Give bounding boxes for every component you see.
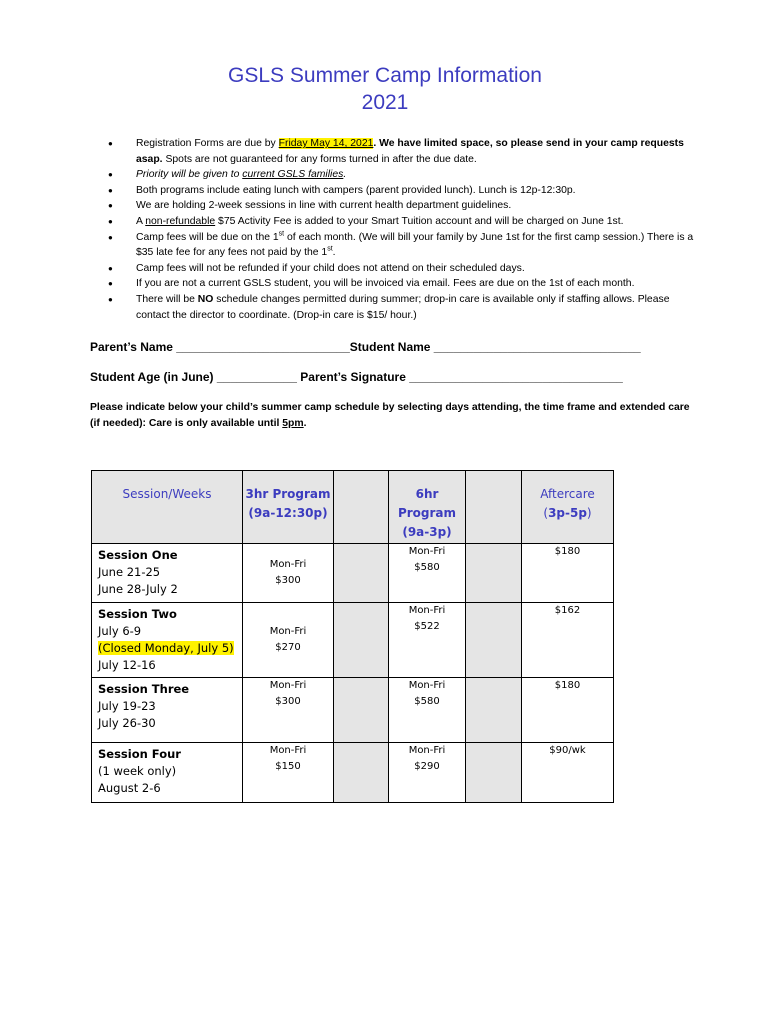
- select-col-6hr-header: [466, 471, 522, 544]
- bullet-priority: ● Priority will be given to current GSLS families.: [108, 167, 698, 183]
- price-3hr: Mon-Fri $300: [243, 544, 334, 603]
- bullet-lunch: ● Both programs include eating lunch with campers (parent provided lunch). Lunch is 12p-12:30p.: [108, 183, 698, 199]
- session-cell: Session One June 21-25 June 28-July 2: [92, 544, 243, 603]
- closed-note-highlight: (Closed Monday, July 5): [98, 641, 234, 655]
- select-6hr-box[interactable]: [466, 678, 522, 743]
- parent-student-name-field[interactable]: Parent’s Name __________________________Student Name _______________________________: [90, 340, 641, 354]
- price-aftercare: $90/wk: [522, 743, 614, 803]
- bullet-registration-due: ● Registration Forms are due by Friday May 14, 2021. We have limited space, so please send in your camp requests asap. Spots are not guaranteed for any forms turned in after the due date.: [108, 136, 698, 167]
- select-6hr-box[interactable]: [466, 544, 522, 603]
- bullet-invoice: ● If you are not a current GSLS student, you will be invoiced via email. Fees are due on the 1st of each month.: [108, 276, 698, 292]
- select-6hr-box[interactable]: [466, 603, 522, 678]
- price-6hr: Mon-Fri $522: [389, 603, 466, 678]
- table-header-row: [92, 471, 614, 544]
- price-aftercare: $180: [522, 544, 614, 603]
- header-3hr-program: 3hr Program (9a-12:30p): [243, 471, 334, 544]
- select-6hr-box[interactable]: [466, 743, 522, 803]
- schedule-instructions: Please indicate below your child’s summer camp schedule by selecting days attending, the time frame and extended care (if needed): Care is only available until 5pm.: [90, 402, 690, 429]
- bullet-refund: ● Camp fees will not be refunded if your child does not attend on their scheduled days.: [108, 261, 698, 277]
- price-3hr: Mon-Fri $150: [243, 743, 334, 803]
- bullet-fees-due: ● Camp fees will be due on the 1st of each month. (We will bill your family by June 1st for the first camp session.) There is a $35 late fee for any fees not paid by the 1st.: [108, 230, 698, 261]
- select-3hr-box[interactable]: [334, 544, 389, 603]
- price-6hr: Mon-Fri $580: [389, 678, 466, 743]
- title-year: 2021: [361, 91, 409, 114]
- header-6hr-program: 6hr Program (9a-3p): [389, 471, 466, 544]
- session-cell: Session Four (1 week only) August 2-6: [92, 743, 243, 803]
- price-6hr: Mon-Fri $580: [389, 544, 466, 603]
- table-row: [92, 678, 614, 743]
- title-line1: GSLS Summer Camp Information: [228, 64, 542, 87]
- page-title: [0, 62, 770, 116]
- info-bullet-list: [108, 136, 698, 323]
- price-6hr: Mon-Fri $290: [389, 743, 466, 803]
- select-3hr-box[interactable]: [334, 603, 389, 678]
- table-row: [92, 603, 614, 678]
- schedule-table: [91, 470, 614, 803]
- select-3hr-box[interactable]: [334, 743, 389, 803]
- bullet-sessions: ● We are holding 2-week sessions in line with current health department guidelines.: [108, 198, 698, 214]
- age-signature-field[interactable]: Student Age (in June) ____________ Parent’s Signature ________________________________: [90, 370, 623, 384]
- table-row: [92, 743, 614, 803]
- due-date-highlight: Friday May 14, 2021: [278, 138, 374, 149]
- price-aftercare: $162: [522, 603, 614, 678]
- price-3hr: Mon-Fri $300: [243, 678, 334, 743]
- select-3hr-box[interactable]: [334, 678, 389, 743]
- header-session: Session/Weeks: [92, 471, 243, 544]
- bullet-activity-fee: ● A non-refundable $75 Activity Fee is added to your Smart Tuition account and will be charged on June 1st.: [108, 214, 698, 230]
- price-3hr: Mon-Fri $270: [243, 603, 334, 678]
- bullet-schedule-changes: ● There will be NO schedule changes permitted during summer; drop-in care is available only if staffing allows. Please contact the director to coordinate. (Drop-in care is $15/ hour.): [108, 292, 698, 323]
- session-cell: Session Two July 6-9 (Closed Monday, July 5) July 12-16: [92, 603, 243, 678]
- price-aftercare: $180: [522, 678, 614, 743]
- header-aftercare: Aftercare (3p-5p): [522, 471, 614, 544]
- session-cell: Session Three July 19-23 July 26-30: [92, 678, 243, 743]
- select-col-3hr-header: [334, 471, 389, 544]
- table-row: [92, 544, 614, 603]
